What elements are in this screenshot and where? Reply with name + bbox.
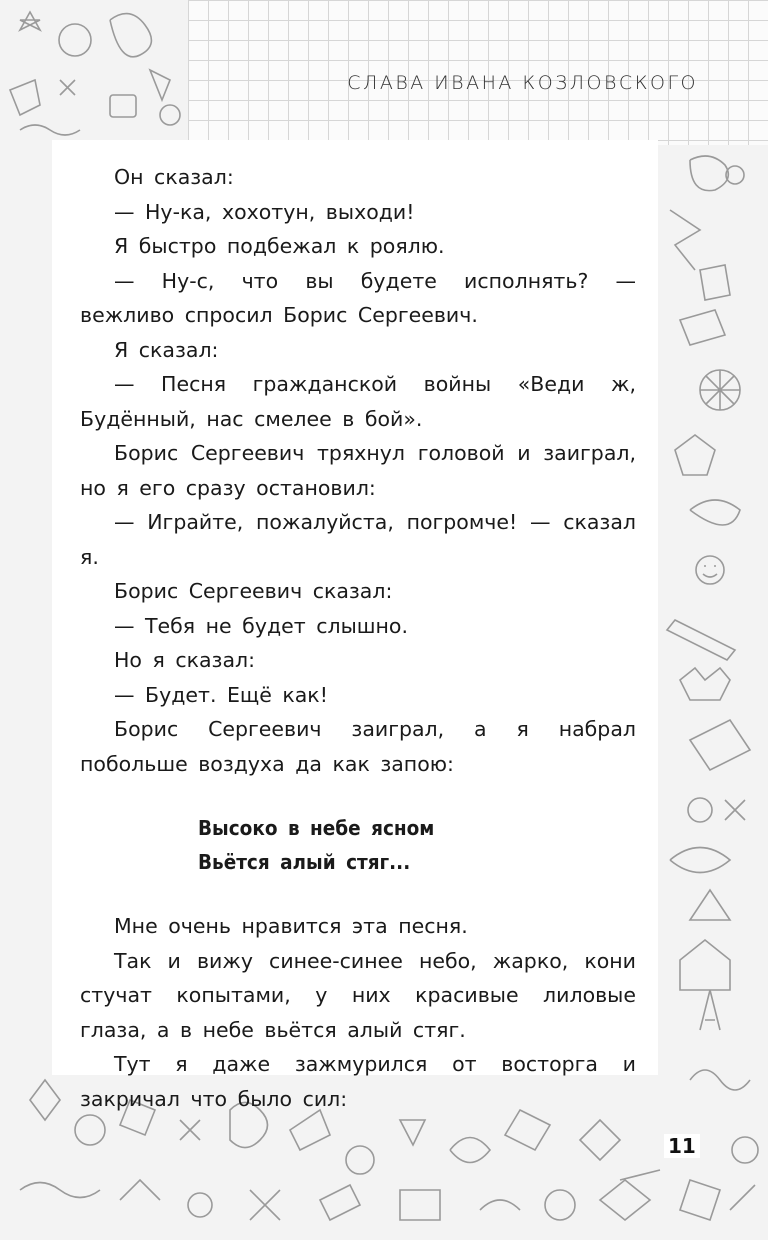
- body-text: [80, 160, 636, 1116]
- paragraph: Я быстро подбежал к роялю.: [114, 234, 445, 258]
- verse-line: Вьётся алый стяг...: [198, 850, 411, 874]
- paragraph: — Будет. Ещё как!: [114, 682, 328, 707]
- verse-line: Высоко в небе ясном: [198, 816, 435, 840]
- paragraph: — Играйте, пожалуйста, погромче! — сказал я.: [80, 510, 636, 569]
- paragraph: Он сказал:: [114, 165, 234, 189]
- paragraph: Но я сказал:: [114, 648, 256, 672]
- paragraph: Борис Сергеевич заиграл, а я набрал побольше воздуха да как запою:: [80, 717, 636, 776]
- paragraph: Так и вижу синее-синее небо, жарко, кони стучат копытами, у них красивые лиловые глаза, а в небе вьётся алый стяг.: [80, 948, 636, 1042]
- running-header: СЛАВА ИВАНА КОЗЛОВСКОГО: [347, 72, 698, 94]
- page-number: 11: [664, 1134, 700, 1158]
- paragraph: — Песня гражданской войны «Веди ж, Будённый, нас смелее в бой».: [80, 372, 636, 431]
- paragraph: Тут я даже зажмурился от восторга и закричал что было сил:: [80, 1052, 636, 1111]
- paragraph: Мне очень нравится эта песня.: [114, 914, 468, 938]
- paragraph: Борис Сергеевич тряхнул головой и заиграл, но я его сразу остановил:: [80, 441, 636, 500]
- song-verse: [80, 811, 636, 879]
- paragraph: — Ну-с, что вы будете исполнять? — вежливо спросил Борис Сергеевич.: [80, 268, 636, 327]
- paragraph: Борис Сергеевич сказал:: [114, 579, 393, 603]
- paragraph: Я сказал:: [114, 337, 219, 362]
- paragraphs-after-verse: [80, 909, 636, 1116]
- paragraph: — Ну-ка, хохотун, выходи!: [114, 199, 415, 224]
- paragraph: — Тебя не будет слышно.: [114, 613, 408, 638]
- paragraphs-before-verse: [80, 160, 636, 781]
